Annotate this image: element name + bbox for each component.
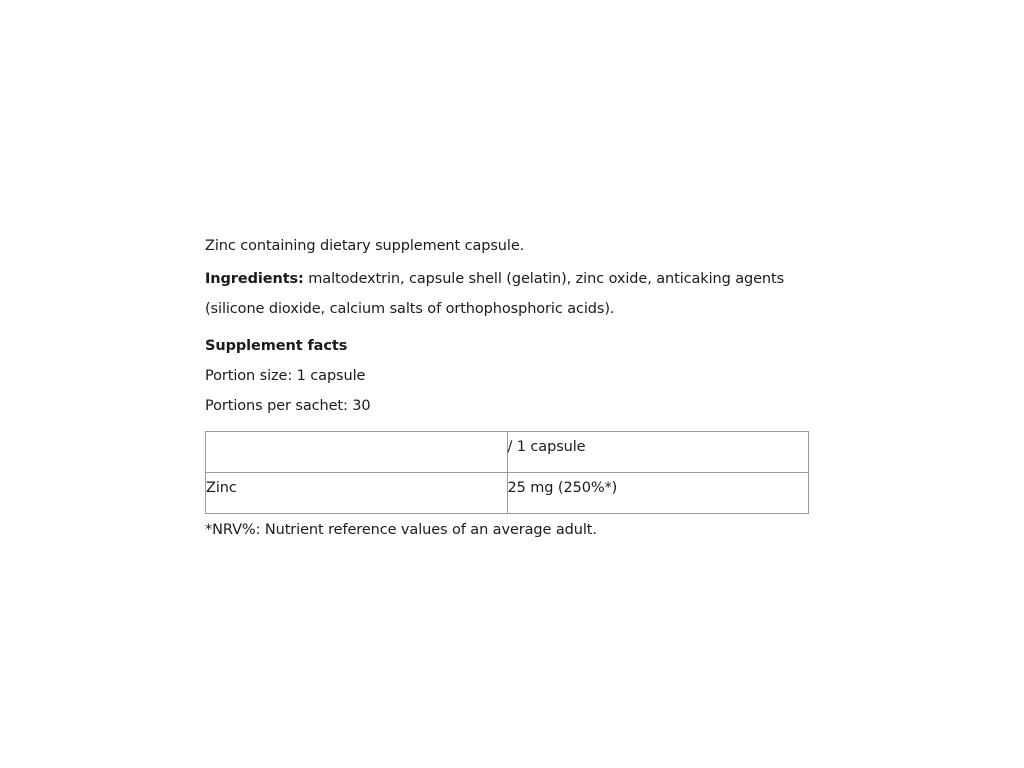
ingredients-text: maltodextrin, capsule shell (gelatin), zinc oxide, anticaking agents (silicone dioxide, calcium salts of orthophosphoric acids). xyxy=(205,271,785,317)
nutrient-name: Zinc xyxy=(206,480,237,496)
product-description xyxy=(205,234,845,542)
table-header-cell xyxy=(206,432,508,473)
supplement-facts-heading: Supplement facts xyxy=(205,338,348,354)
table-header-text: / 1 capsule xyxy=(507,439,586,455)
portion-size: Portion size: 1 capsule xyxy=(205,368,366,384)
table-row xyxy=(206,473,809,514)
table-header-cell xyxy=(507,432,809,473)
ingredients-label: Ingredients: xyxy=(205,271,304,287)
supplement-facts-table xyxy=(205,431,809,514)
table-header-row xyxy=(206,432,809,473)
intro-text: Zinc containing dietary supplement capsule. xyxy=(205,238,525,254)
nutrient-amount: 25 mg (250%*) xyxy=(507,480,618,496)
table-header-text xyxy=(206,432,507,437)
section-spacer xyxy=(205,324,845,331)
table-cell-nutrient xyxy=(206,473,508,514)
portions-per-sachet: Portions per sachet: 30 xyxy=(205,398,371,414)
nrv-footnote: *NRV%: Nutrient reference values of an average adult. xyxy=(205,522,597,538)
table-cell-amount xyxy=(507,473,809,514)
ingredients-paragraph xyxy=(205,264,845,324)
